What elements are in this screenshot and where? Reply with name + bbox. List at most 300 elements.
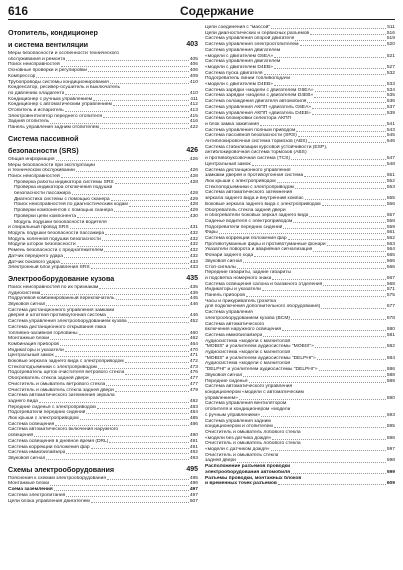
dot-leader: [98, 365, 189, 369]
toc-entry-title: зеркала заднего вида и внутренний компас: [205, 196, 304, 202]
toc-page-number: 432: [189, 248, 198, 254]
toc-entry-title: Система управления вентилятором: [205, 401, 287, 407]
toc-entry-title: Схема заземления: [8, 487, 53, 493]
dot-leader: [291, 470, 386, 474]
dot-leader: [72, 191, 189, 195]
dot-leader: [106, 382, 189, 386]
dot-leader: [50, 119, 189, 123]
toc-page-number: 551: [386, 173, 395, 179]
toc-entry-title: Система пассивной: [8, 133, 79, 143]
toc-entry-title: Индикаторы и указатели: [8, 347, 64, 353]
dot-leader: [125, 359, 189, 363]
toc-page-number: 405: [189, 56, 198, 62]
dot-leader: [283, 225, 385, 229]
toc-page-number: 533: [386, 82, 395, 88]
toc-entry-title: Звуковой сигнал: [205, 372, 243, 378]
dot-leader: [100, 125, 189, 129]
toc-entry-title: Подогреватели передних сидений: [8, 410, 86, 416]
toc-page-number: 534: [386, 87, 395, 93]
toc-section-heading: [8, 41, 198, 49]
toc-entry-title: Система управления АКПП «двигатель D4EB»: [205, 110, 311, 116]
toc-page-number: 565: [386, 253, 395, 259]
toc-entry-title: Диагностика системы с помощью сканера: [14, 196, 110, 202]
toc-page-number: 403: [186, 41, 198, 48]
toc-section-heading: [8, 466, 198, 474]
toc-entry-title: Пояснения к схемам электрооборудования: [8, 475, 106, 481]
toc-entry-title: с ручным управлением»: [205, 412, 261, 418]
toc-entry-title: Очиститель и омыватель лобового стекла: [205, 441, 301, 447]
toc-page-number: 435: [189, 284, 198, 290]
toc-page-number: 406: [189, 68, 198, 74]
dot-leader: [79, 331, 189, 335]
toc-entry-title: Датчик переднего удара: [8, 253, 63, 259]
toc-page-number: 575: [386, 293, 395, 299]
toc-page-number: 476: [189, 370, 198, 376]
toc-entry-title: Модуль коленной подушки безопасности: [8, 236, 101, 242]
dot-leader: [60, 342, 189, 346]
dot-leader: [312, 105, 386, 109]
toc-entry-title: Противотуманные фары и противотуманные фонари: [205, 241, 326, 247]
dot-leader: [315, 88, 386, 92]
toc-entry-title: Подрулевой комбинированный переключатель: [8, 296, 115, 302]
dot-leader: [237, 458, 386, 462]
toc-entry-title: электрооборудования автомобиля: [205, 469, 291, 475]
dot-leader: [115, 388, 189, 392]
dot-leader: [77, 214, 189, 218]
dot-leader: [113, 102, 189, 106]
toc-entry-title: Общая информация: [8, 156, 55, 162]
toc-entry-title: Модуль подушки безопасности пассажира: [8, 230, 105, 236]
toc-page-number: 578: [386, 315, 395, 321]
dot-leader: [282, 327, 386, 331]
toc-entry-title: Обогреватель стекла задней двери: [8, 376, 89, 382]
toc-page-number: 559: [386, 224, 395, 230]
toc-page-number: 490: [189, 433, 198, 439]
dot-leader: [91, 499, 189, 503]
toc-entry-title: «модели с двигателем D4EB»: [205, 82, 273, 88]
dot-leader: [34, 433, 189, 437]
toc-entry-title: включения наружного освещения: [205, 327, 282, 333]
toc-page-number: 580: [386, 327, 395, 333]
dot-leader: [308, 139, 386, 143]
toc-entry-title: Отопитель, кондиционер: [8, 28, 98, 37]
toc-page-number: 599: [386, 469, 395, 475]
dot-leader: [274, 54, 386, 58]
toc-entry-title: Аудиосистема «модели с магнитолой: [205, 361, 291, 367]
dot-leader: [274, 65, 386, 69]
toc-page-number: 589: [386, 378, 395, 384]
toc-page-number: 462: [189, 336, 198, 342]
toc-page-number: 492: [189, 450, 198, 456]
toc-page-number: 564: [386, 247, 395, 253]
toc-page-number: 460: [189, 330, 198, 336]
toc-entry-title: Указатели поворота и аварийная сигнализация: [205, 247, 313, 253]
toc-entry-title: Проверки компонентов с помощью сканера: [14, 208, 113, 214]
page-number: 616: [8, 4, 29, 18]
page-title: Содержание: [180, 4, 254, 18]
toc-entry-title: Очиститель и омыватель стекла: [205, 452, 279, 458]
toc-section-heading: [8, 147, 198, 155]
toc-entry-title: для подключения дополнительного оборудования): [205, 304, 321, 310]
toc-entry-title: Цепи блока управления двигателем: [8, 498, 90, 504]
toc-entry-title: освещения: [8, 433, 34, 439]
page-header: [0, 0, 403, 22]
toc-entry-title: Проверка индикатора отключения подушки: [14, 185, 113, 191]
toc-entry-title: Звуковой сигнал: [8, 302, 46, 308]
dot-leader: [105, 231, 189, 235]
dot-leader: [239, 396, 386, 400]
toc-entry-title: Проверки цепи компонента: [14, 213, 77, 219]
dot-leader: [102, 237, 189, 241]
dot-leader: [321, 304, 386, 308]
toc-entry-title: Фонари заднего хода: [205, 253, 254, 259]
dot-leader: [312, 111, 386, 115]
toc-entry-title: Система автоматического: [205, 321, 265, 327]
toc-page-number: 422: [189, 125, 198, 131]
dot-leader: [65, 108, 189, 112]
dot-leader: [114, 208, 189, 212]
toc-entry-title: Меры безопасности и особенности технического: [8, 51, 119, 56]
toc-entry: [8, 499, 198, 505]
toc-entry-title: Система дистанционного управления замками: [8, 307, 115, 313]
toc-entry-title: и обогреватели боковых зеркал заднего вида: [205, 213, 309, 219]
toc-page-number: 482: [189, 398, 198, 404]
toc-entry-title: Разъемы проводки, монтажных блоков: [205, 475, 302, 481]
toc-entry-title: Система управления: [205, 310, 253, 316]
toc-page-number: 491: [189, 444, 198, 450]
dot-leader: [109, 439, 188, 443]
toc-page-number: 532: [386, 70, 395, 76]
toc-page-number: 586: [386, 367, 395, 373]
dot-leader: [125, 370, 188, 374]
dot-leader: [80, 416, 189, 420]
toc-page-number: 590: [386, 395, 395, 401]
toc-page-number: 593: [386, 412, 395, 418]
toc-section-heading: [8, 275, 198, 283]
toc-entry-title: Боковые зеркала заднего вида с электроприводом: [205, 201, 321, 207]
toc-page-number: 431: [189, 225, 198, 231]
dot-leader: [263, 333, 385, 337]
toc-page-number: 561: [386, 230, 395, 236]
toc-page-number: 609: [386, 481, 395, 487]
toc-entry-title: Система управления двигателем: [205, 47, 281, 53]
toc-entry-title: Сиденье водителя с электроприводом: [205, 218, 293, 224]
toc-page-number: 432: [189, 242, 198, 248]
toc-entry-title: Отопитель и испаритель: [8, 108, 64, 114]
dot-leader: [271, 25, 386, 29]
toc-entry-title: топливно-заливной горловины: [8, 330, 78, 336]
toc-entry-title: по давлению хладагента: [8, 90, 65, 96]
toc-page-number: 428: [189, 179, 198, 185]
dot-leader: [254, 253, 386, 257]
toc-page-number: 479: [189, 387, 198, 393]
toc-page-number: 571: [386, 287, 395, 293]
dot-leader: [262, 287, 386, 291]
dot-leader: [97, 405, 189, 409]
dot-leader: [55, 353, 189, 357]
toc-page-number: 496: [189, 481, 198, 487]
toc-page-number: 536: [386, 99, 395, 105]
dot-leader: [66, 57, 189, 61]
dot-leader: [274, 82, 386, 86]
toc-page-number: 555: [386, 196, 395, 202]
toc-page-number: 412: [189, 102, 198, 108]
dot-leader: [317, 356, 386, 360]
toc-entry-title: Подогреватели передних сидений: [205, 224, 283, 230]
dot-leader: [288, 236, 386, 240]
toc-entry: [8, 125, 198, 131]
toc-section-heading: [8, 29, 198, 37]
toc-entry-title: и спиральный провод SRS: [8, 225, 69, 231]
toc-entry-title: Электрооборудование кузова: [8, 273, 115, 283]
dot-leader: [271, 447, 386, 451]
toc-page-number: 429: [189, 208, 198, 214]
dot-leader: [50, 336, 189, 340]
dot-leader: [315, 344, 386, 348]
dot-leader: [237, 265, 385, 269]
toc-entry-title: антиблокировочная система тормозов (ABS): [205, 150, 307, 156]
toc-page-number: 415: [189, 113, 198, 119]
dot-leader: [272, 276, 385, 280]
dot-leader: [103, 114, 189, 118]
dot-leader: [278, 481, 386, 485]
toc-page-number: 497: [189, 487, 198, 493]
toc-page-number: 426: [189, 156, 198, 162]
toc-entry-title: Звуковой сигнал: [8, 456, 46, 461]
toc-entry-title: Передние габариты, задние габариты: [205, 270, 292, 276]
toc-entry-title: Стеклоподъемники с электроприводом: [205, 184, 294, 190]
toc-entry-title: Система коррекции положения фар: [8, 444, 90, 450]
dot-leader: [107, 313, 189, 317]
toc-entry-title: Фары: [205, 230, 218, 236]
toc-page-number: 430: [189, 213, 198, 219]
dot-leader: [243, 373, 385, 377]
toc-entry-title: Панель управления задним отопителем: [8, 125, 99, 131]
toc-page-number: 546: [386, 139, 395, 145]
toc-entry-title: «модели с двигателем G6EA»: [205, 53, 274, 59]
toc-page-number: 596: [386, 435, 395, 441]
toc-page-number: 432: [189, 236, 198, 242]
dot-leader: [274, 424, 386, 428]
toc-page-number: 429: [189, 196, 198, 202]
toc-page-number: 597: [386, 447, 395, 453]
toc-entry-title: Система управления задним: [205, 418, 271, 424]
dot-leader: [272, 436, 385, 440]
dot-leader: [260, 122, 386, 126]
dot-leader: [41, 291, 188, 295]
toc-entry-title: Передние сиденья с электроприводом: [8, 404, 96, 410]
toc-entry-title: Система управления электрооборудованием кузова: [8, 319, 127, 325]
toc-entry-title: Компрессор: [8, 73, 36, 79]
toc-entry-title: Система автоматического управления: [205, 384, 293, 390]
toc-entry-title: Система управления опорой двигателя: [205, 36, 295, 42]
toc-entry-title: Цепи диагностических и сервисных разъемов: [205, 30, 310, 36]
toc-page-number: 410: [189, 90, 198, 96]
dot-leader: [249, 379, 386, 383]
toc-entry-title: Подогреватель линии топливоподачи: [205, 76, 291, 82]
toc-page-number: 556: [386, 201, 395, 207]
toc-page-number: 557: [386, 213, 395, 219]
toc-page-number: 511: [387, 25, 395, 30]
toc-entry-title: «модели с двигателем D4EB»: [205, 64, 273, 70]
toc-page-number: 406: [189, 62, 198, 68]
toc-entry-title: Система электропитания: [8, 492, 66, 498]
toc-page-number: 409: [189, 73, 198, 79]
toc-page-number: 495: [186, 465, 198, 473]
toc-entry-title: Поиск неисправностей по диагностическим кодам: [14, 202, 128, 208]
toc-page-number: 432: [189, 230, 198, 236]
toc-page-number: 584: [386, 355, 395, 361]
toc-page-number: 477: [189, 381, 198, 387]
toc-entry-title: Конденсатор, ресивер-осушитель и выключатель: [8, 85, 121, 91]
toc-entry-title: Кондиционер с автоматическим управлением: [8, 102, 112, 108]
toc-entry-title: Модуль подушки безопасности водителя: [14, 219, 107, 225]
toc-entry-title: Электронный блок управления SRS: [8, 265, 90, 271]
toc-entry-title: "DELPHI" и усилителем аудиосистемы "DELPHI"»: [205, 367, 318, 373]
toc-entry-title: Стоп-сигналы: [205, 264, 237, 270]
toc-entry-title: Система управления электроотопителем: [205, 42, 299, 48]
toc-entry-title: Электровентилятор переднего отопителя: [8, 113, 103, 119]
toc-page-number: 483: [189, 404, 198, 410]
toc-entry-title: Центральный замок: [205, 161, 251, 167]
toc-entry: [8, 265, 198, 271]
toc-page-number: 548: [386, 161, 395, 167]
dot-leader: [243, 259, 385, 263]
toc-page-number: 516: [386, 30, 395, 36]
toc-entry-title: Система автоматического включения наружного: [8, 427, 119, 433]
toc-left-column: [8, 25, 198, 504]
toc-entry-title: Система автоматического затемнения: [205, 190, 293, 196]
toc-page-number: 521: [386, 53, 395, 59]
toc-entry-title: Модули шторок безопасности: [8, 242, 76, 248]
dot-leader: [86, 410, 188, 414]
toc-entry-title: «модели с датчиком дождя»: [205, 447, 270, 453]
dot-leader: [115, 180, 189, 184]
toc-entry-title: Система пуска двигателя: [205, 70, 263, 76]
toc-page-number: 581: [386, 332, 395, 338]
toc-entry-title: кондиционером «модели с автоматическим: [205, 390, 304, 395]
toc-page-number: 428: [189, 191, 198, 197]
dot-leader: [56, 157, 189, 161]
toc-entry-title: Система коррекции положения фар: [205, 236, 287, 242]
toc-entry-title: и техническом обслуживании: [8, 168, 75, 174]
dot-leader: [90, 376, 189, 380]
dot-leader: [65, 348, 189, 352]
toc-entry-title: Монтажные блоки: [8, 481, 50, 487]
dot-leader: [61, 174, 189, 178]
toc-entry-title: Система управления двигателем: [205, 59, 281, 65]
dot-leader: [66, 493, 189, 497]
dot-leader: [296, 128, 385, 132]
dot-leader: [65, 91, 188, 95]
toc-entry-title: Система дистанционного открывания люка: [8, 324, 107, 330]
dot-leader: [293, 219, 385, 223]
toc-entry-title: обслуживания и ремонта: [8, 56, 66, 62]
toc-entry-title: Панель приборов: [205, 293, 245, 299]
dot-leader: [116, 296, 189, 300]
toc-entry: [8, 456, 198, 462]
toc-entry-title: Часы и прикуриватель (розетка: [205, 298, 277, 304]
toc-entry-title: Система дистанционного управления: [205, 167, 291, 173]
toc-page-number: 563: [386, 241, 395, 247]
toc-page-number: 428: [189, 173, 198, 179]
toc-page-number: 598: [386, 458, 395, 464]
toc-entry-title: дверей и штатная противоугонная система: [8, 313, 106, 319]
toc-page-number: 562: [386, 236, 395, 242]
dot-leader: [264, 71, 386, 75]
toc-entry-title: задней двери: [205, 458, 236, 464]
toc-entry-title: Задний отопитель: [8, 119, 50, 125]
toc-page-number: 477: [189, 376, 198, 382]
dot-leader: [304, 173, 386, 177]
toc-entry-title: Датчик бокового удара: [8, 259, 60, 265]
toc-entry-title: и временных точек разъемов: [205, 481, 277, 487]
toc-page-number: 486: [189, 421, 198, 427]
toc-entry-title: Система иммобилайзера: [8, 450, 66, 456]
toc-page-number: 527: [386, 64, 395, 70]
toc-entry-title: Боковые зеркала заднего вида с электроприводом: [8, 359, 124, 365]
dot-leader: [246, 293, 386, 297]
toc-entry-title: Схемы электрооборудования: [8, 464, 115, 474]
toc-entry-title: Обогреватель стекла задней двери: [205, 207, 286, 213]
dot-leader: [36, 74, 188, 78]
toc-page-number: 553: [386, 184, 395, 190]
toc-entry-title: замками дверей и противоугонная система: [205, 173, 304, 179]
dot-leader: [54, 487, 189, 491]
toc-page-number: 566: [386, 264, 395, 270]
toc-page-number: 411: [190, 96, 198, 102]
toc-entry-title: Система стабилизации курсовой устойчивости (ESP),: [205, 144, 328, 150]
toc-page-number: 537: [386, 104, 395, 110]
toc-page-number: 484: [189, 410, 198, 416]
toc-page-number: 567: [386, 275, 395, 281]
toc-page-number: 582: [386, 344, 395, 350]
dot-leader: [291, 156, 386, 160]
toc-entry-title: Система управления полным приводом: [205, 127, 296, 133]
dot-leader: [129, 202, 189, 206]
toc-page-number: 520: [386, 42, 395, 48]
toc-entry-title: заднего вида: [8, 398, 38, 404]
dot-leader: [70, 225, 189, 229]
toc-page-number: 464: [189, 341, 198, 347]
toc-entry-title: Ремень безопасности с преднатяжителем: [8, 248, 104, 254]
dot-leader: [323, 282, 386, 286]
toc-right-column: [205, 25, 395, 487]
dot-leader: [219, 230, 386, 234]
dot-leader: [111, 197, 189, 201]
dot-leader: [300, 42, 386, 46]
toc-entry-title: Очиститель и омыватель ветрового стекла: [8, 381, 106, 387]
toc-entry-title: управлением»: [205, 395, 238, 401]
toc-page-number: 539: [386, 110, 395, 116]
dot-leader: [88, 68, 189, 72]
toc-entry-title: Поиск неисправностей по их признакам: [8, 284, 99, 290]
toc-entry-title: Центральный замок: [8, 353, 54, 359]
toc-entry-title: Трубопроводы системы кондиционирования: [8, 79, 109, 85]
toc-page-number: 471: [189, 353, 198, 359]
toc-page-number: 439: [189, 290, 198, 296]
dot-leader: [61, 260, 189, 264]
toc-entry-title: Люк крыши с электроприводом: [205, 178, 276, 184]
dot-leader: [64, 254, 189, 258]
toc-page-number: 566: [386, 258, 395, 264]
toc-page-number: 541: [386, 121, 395, 127]
dot-leader: [91, 265, 189, 269]
toc-page-number: 446: [189, 313, 198, 319]
toc-entry-title: Меры безопасности при эксплуатации: [8, 162, 95, 168]
toc-page-number: 588: [386, 372, 395, 378]
toc-entry-title: Система иммобилайзера: [205, 332, 263, 338]
